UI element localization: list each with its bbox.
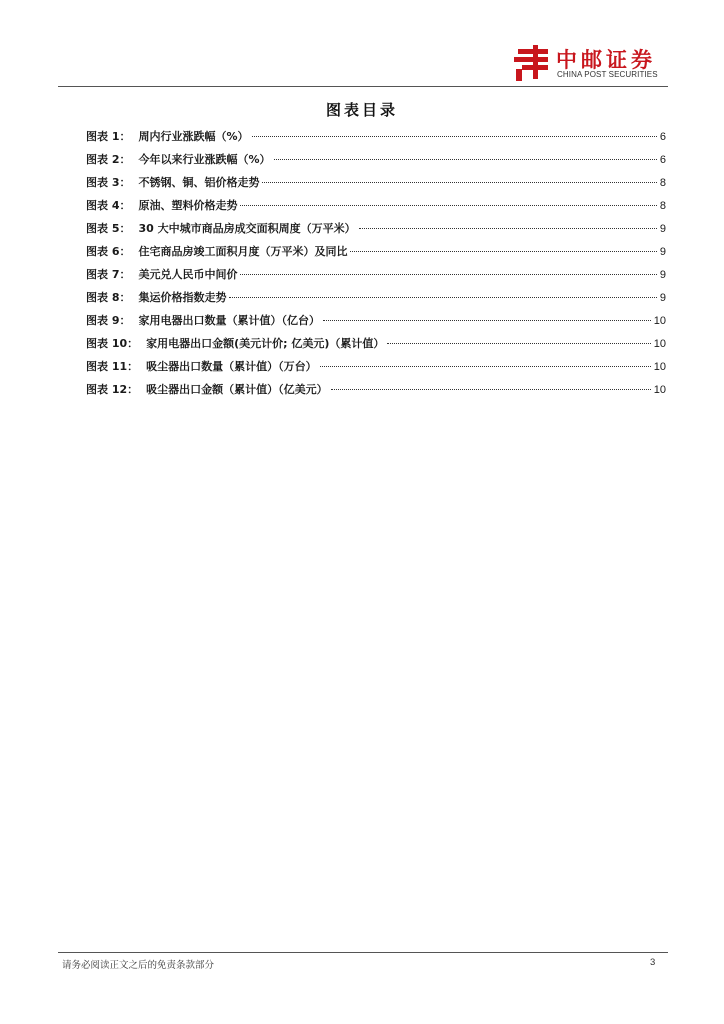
- brand-name-cn: 中邮证券: [556, 48, 656, 72]
- toc-item[interactable]: [86, 358, 666, 381]
- footer-divider: [58, 952, 668, 953]
- toc-item-page: 6: [659, 131, 666, 143]
- toc-item-leader: [240, 205, 656, 206]
- toc-item-title: 家用电器出口数量（累计值）（亿台）: [138, 314, 320, 327]
- toc-item-page: 6: [659, 154, 666, 166]
- toc-item-leader: [240, 274, 656, 275]
- toc-item-page: 8: [659, 177, 666, 189]
- toc-item-leader: [359, 228, 657, 229]
- toc-item-page: 10: [653, 338, 666, 350]
- toc-item-page: 10: [653, 384, 666, 396]
- toc-item-title: 家用电器出口金额(美元计价; 亿美元)（累计值）: [146, 337, 385, 350]
- toc-item[interactable]: [86, 335, 666, 358]
- toc-item-leader: [350, 251, 656, 252]
- toc-item-leader: [252, 136, 657, 137]
- toc-item-title: 吸尘器出口金额（累计值）（亿美元）: [146, 383, 328, 396]
- toc-title: 图表目录: [325, 101, 398, 119]
- toc-item-page: 9: [659, 223, 666, 235]
- toc-item-number: 图表 3：: [86, 176, 131, 189]
- toc-item-title: 不锈钢、铜、铝价格走势: [138, 176, 260, 189]
- table-of-figures: [86, 128, 666, 404]
- toc-item-number: 图表 11：: [86, 360, 139, 373]
- toc-item-leader: [320, 366, 651, 367]
- toc-item[interactable]: [86, 220, 666, 243]
- toc-item-leader: [229, 297, 656, 298]
- toc-item-number: 图表 2：: [86, 153, 131, 166]
- toc-item[interactable]: [86, 174, 666, 197]
- toc-item-leader: [262, 182, 656, 183]
- toc-item-number: 图表 7：: [86, 268, 131, 281]
- toc-item-page: 8: [659, 200, 666, 212]
- toc-item-page: 9: [659, 246, 666, 258]
- footer-page-number: 3: [650, 957, 656, 968]
- header-divider: [58, 86, 668, 87]
- toc-item-title: 集运价格指数走势: [138, 291, 227, 304]
- toc-item-title: 原油、塑料价格走势: [138, 199, 238, 212]
- toc-item-page: 9: [659, 269, 666, 281]
- toc-item-title: 吸尘器出口数量（累计值）（万台）: [146, 360, 317, 373]
- toc-item[interactable]: [86, 128, 666, 151]
- toc-item[interactable]: [86, 312, 666, 335]
- toc-item[interactable]: [86, 243, 666, 266]
- toc-item-title: 住宅商品房竣工面积月度（万平米）及同比: [138, 245, 348, 258]
- toc-item-page: 10: [653, 315, 666, 327]
- toc-item-page: 9: [659, 292, 666, 304]
- toc-item-title: 今年以来行业涨跌幅（%）: [138, 153, 271, 166]
- toc-item-page: 10: [653, 361, 666, 373]
- toc-item[interactable]: [86, 151, 666, 174]
- toc-item[interactable]: [86, 381, 666, 404]
- page-header: [0, 0, 724, 90]
- china-post-securities-logo: [512, 43, 672, 83]
- toc-item-title: 30 大中城市商品房成交面积周度（万平米）: [138, 222, 356, 235]
- footer-disclaimer: 请务必阅读正文之后的免责条款部分: [62, 960, 215, 971]
- toc-item-leader: [323, 320, 651, 321]
- toc-item-number: 图表 12：: [86, 383, 139, 396]
- toc-item-title: 美元兑人民币中间价: [138, 268, 238, 281]
- toc-item-number: 图表 5：: [86, 222, 131, 235]
- toc-item-number: 图表 9：: [86, 314, 131, 327]
- toc-item-leader: [331, 389, 651, 390]
- toc-item-number: 图表 1：: [86, 130, 131, 143]
- toc-item-number: 图表 4：: [86, 199, 131, 212]
- toc-item[interactable]: [86, 289, 666, 312]
- toc-item-title: 周内行业涨跌幅（%）: [138, 130, 249, 143]
- toc-item[interactable]: [86, 197, 666, 220]
- toc-item-number: 图表 8：: [86, 291, 131, 304]
- toc-item[interactable]: [86, 266, 666, 289]
- toc-item-number: 图表 6：: [86, 245, 131, 258]
- toc-item-number: 图表 10：: [86, 337, 139, 350]
- brand-name-en: CHINA POST SECURITIES: [557, 70, 658, 79]
- china-post-logo-icon: [512, 43, 552, 83]
- toc-item-leader: [274, 159, 657, 160]
- toc-item-leader: [387, 343, 650, 344]
